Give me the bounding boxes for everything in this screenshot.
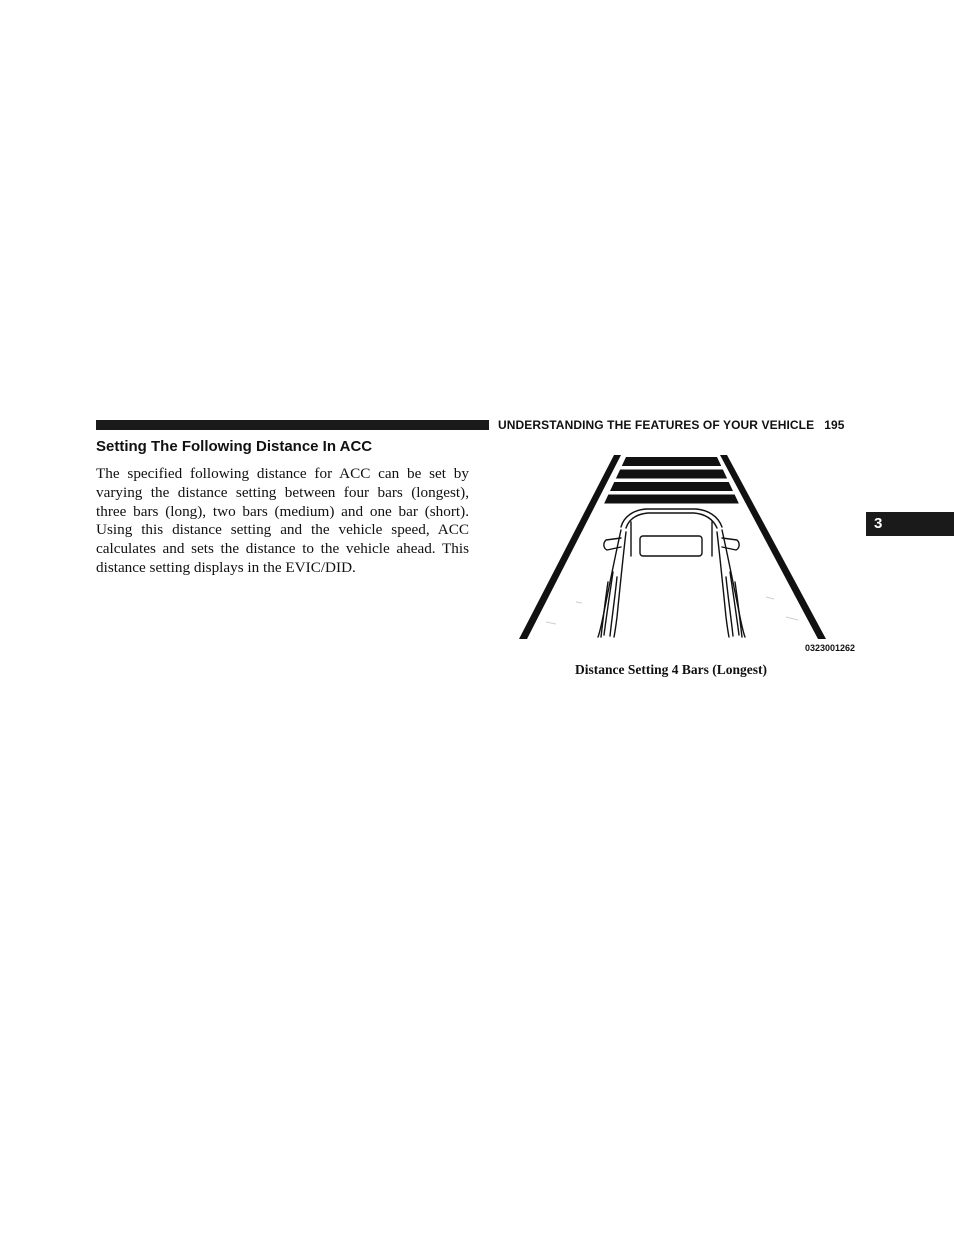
road-texture (546, 597, 798, 624)
body-paragraph: The specified following distance for ACC can be set by varying the distance setting between four bars (longest), three bars (long), two bars (medium) and one bar (short). Using this distance setting and the vehicle speed, ACC calculates and sets the distance to the vehicle ahead. This distance setting displays in the EVIC/DID. (96, 465, 469, 576)
left-lane-line (519, 455, 621, 639)
page-number: 195 (824, 418, 845, 432)
running-header (498, 418, 845, 432)
chapter-tab (866, 512, 954, 536)
chapter-number: 3 (874, 515, 883, 532)
section-title: Setting The Following Distance In ACC (96, 438, 373, 455)
distance-illustration (486, 452, 862, 657)
distance-bars (604, 457, 739, 504)
distance-bar (616, 470, 727, 479)
header-rule (96, 420, 489, 430)
distance-setting-figure (486, 452, 862, 657)
distance-bar (622, 457, 721, 466)
image-code: 0323001262 (804, 643, 855, 653)
vehicle-icon (598, 509, 745, 637)
running-title: UNDERSTANDING THE FEATURES OF YOUR VEHICLE (498, 418, 815, 432)
distance-bar (604, 495, 739, 504)
distance-bar (610, 482, 733, 491)
figure-caption: Distance Setting 4 Bars (Longest) (575, 662, 767, 677)
